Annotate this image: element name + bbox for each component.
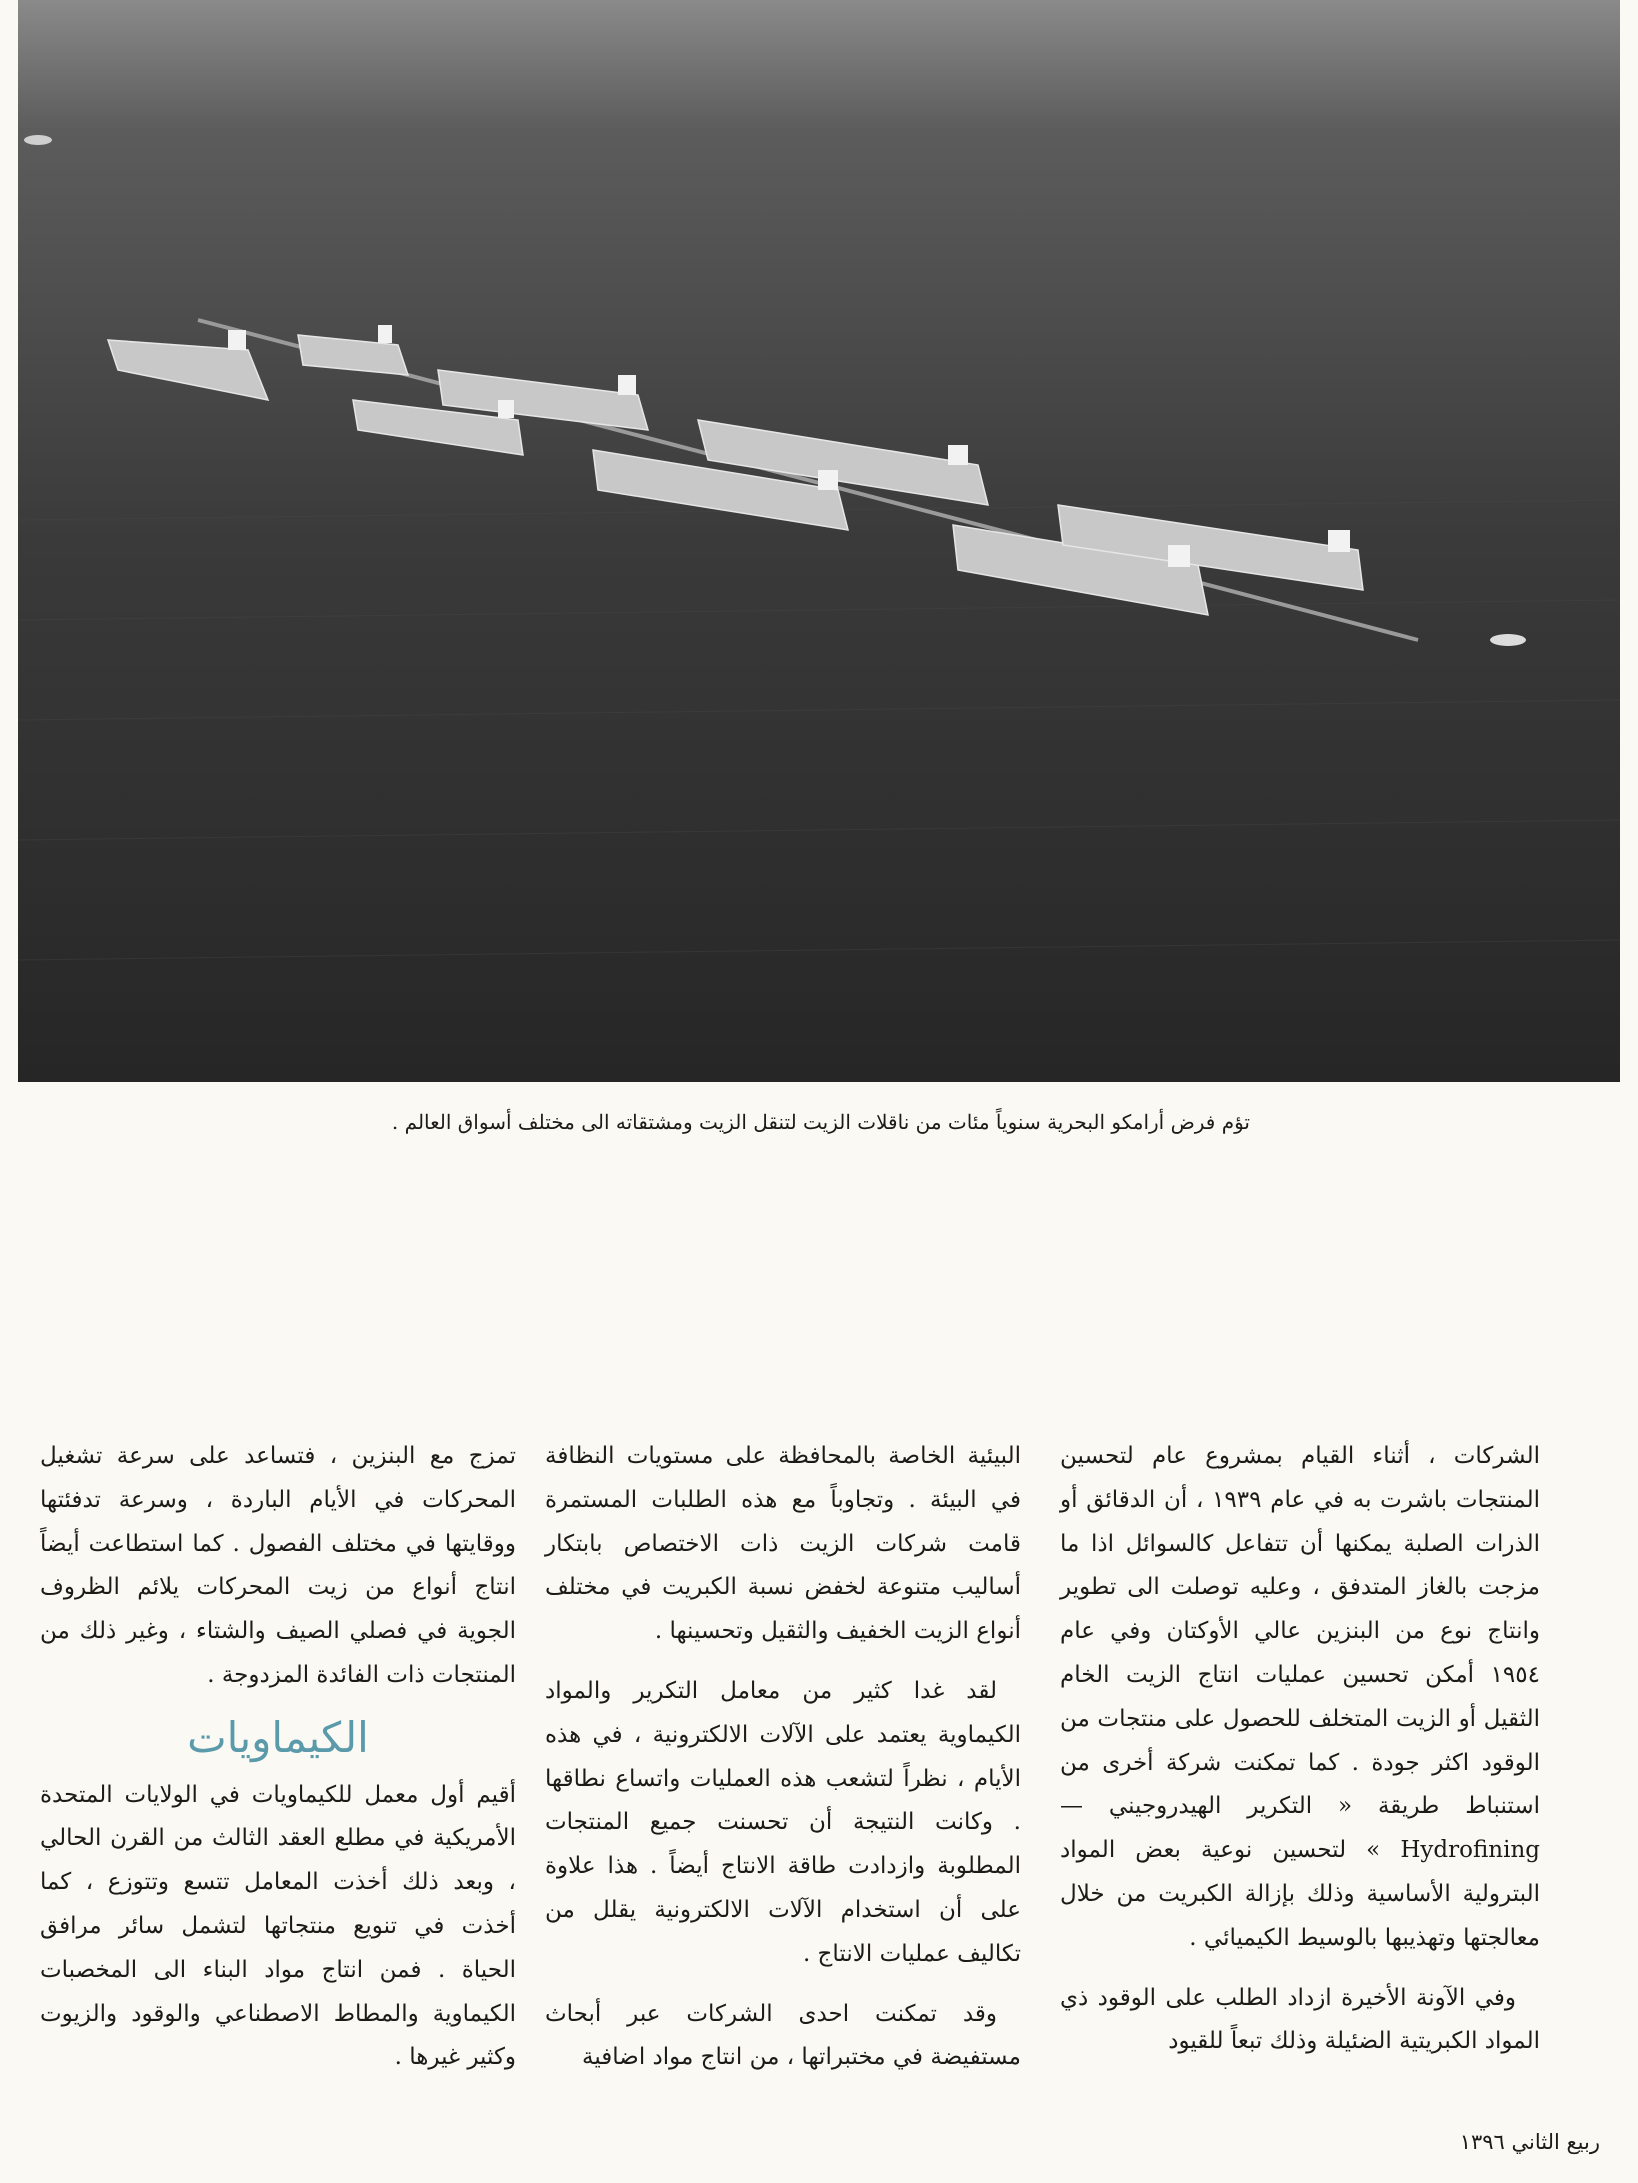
- section-heading: الكيماويات: [187, 1712, 369, 1762]
- paragraph: أقيم أول معمل للكيماويات في الولايات المتحدة الأمريكية في مطلع العقد الثالث من القرن الحالي ، وبعد ذلك أخذت المعامل تتسع وتتوزع ، كما أخذت في تنويع منتجاتها لتشمل سائر مرافق الحياة . فمن انتاج مواد البناء الى المخصبات الكيماوية والمطاط الاصطناعي والوقود والزيوت وكثير غيرها .: [40, 1781, 516, 2071]
- paragraph: الشركات ، أثناء القيام بمشروع عام لتحسين المنتجات باشرت به في عام ١٩٣٩ ، أن الدقائق أو الذرات الصلبة يمكنها أن تتفاعل كالسوائل اذا ما مزجت بالغاز المتدفق ، وعليه توصلت الى تطوير وانتاج نوع من البنزين عالي الأوكتان وفي عام ١٩٥٤ أمكن تحسين عمليات انتاج الزيت الخام الثقيل أو الزيت المتخلف للحصول على منتجات من الوقود اكثر جودة . كما تمكنت شركة أخرى من استنباط طريقة « التكرير الهيدروجيني — Hydrofining » لتحسين نوعية بعض المواد البترولية الأساسية وذلك بإزالة الكبريت من خلال معالجتها وتهذيبها بالوسيط الكيميائي .: [1060, 1443, 1540, 1951]
- paragraph: البيئية الخاصة بالمحافظة على مستويات النظافة في البيئة . وتجاوباً مع هذه الطلبات المستمرة قامت شركات الزيت ذات الاختصاص بابتكار أساليب متنوعة لخفض نسبة الكبريت في مختلف أنواع الزيت الخفيف والثقيل وتحسينها .: [545, 1443, 1021, 1645]
- photo-caption: تؤم فرض أرامكو البحرية سنوياً مئات من ناقلات الزيت لتنقل الزيت ومشتقاته الى مختلف أسواق العالم .: [391, 1110, 1250, 1134]
- paragraph: وقد تمكنت احدى الشركات عبر أبحاث مستفيضة في مختبراتها ، من انتاج مواد اضافية: [545, 2000, 1021, 2071]
- text-column-left: [40, 1435, 516, 2080]
- paragraph: تمزج مع البنزين ، فتساعد على سرعة تشغيل المحركات في الأيام الباردة ، وسرعة تدفئتها ووقايتها في مختلف الفصول . كما استطاعت أيضاً انتاج أنواع من زيت المحركات يلائم الظروف الجوية في فصلي الصيف والشتاء ، وغير ذلك من المنتجات ذات الفائدة المزدوجة .: [40, 1443, 516, 1688]
- text-column-right: [1060, 1435, 1540, 2064]
- photo-illustration: [18, 0, 1620, 1082]
- page-footer-date: ربيع الثاني ١٣٩٦: [1459, 2130, 1600, 2154]
- paragraph: لقد غدا كثير من معامل التكرير والمواد الكيماوية يعتمد على الآلات الالكترونية ، في هذه الأيام ، نظراً لتشعب هذه العمليات واتساع نطاقها . وكانت النتيجة أن تحسنت جميع المنتجات المطلوبة وازدادت طاقة الانتاج أيضاً . هذا علاوة على أن استخدام الآلات الالكترونية يقلل من تكاليف عمليات الانتاج .: [545, 1677, 1021, 1967]
- text-column-middle: [545, 1435, 1021, 2080]
- tankers-photo: [18, 0, 1620, 1082]
- paragraph: وفي الآونة الأخيرة ازداد الطلب على الوقود ذي المواد الكبريتية الضئيلة وذلك تبعاً للقيود: [1060, 1984, 1540, 2055]
